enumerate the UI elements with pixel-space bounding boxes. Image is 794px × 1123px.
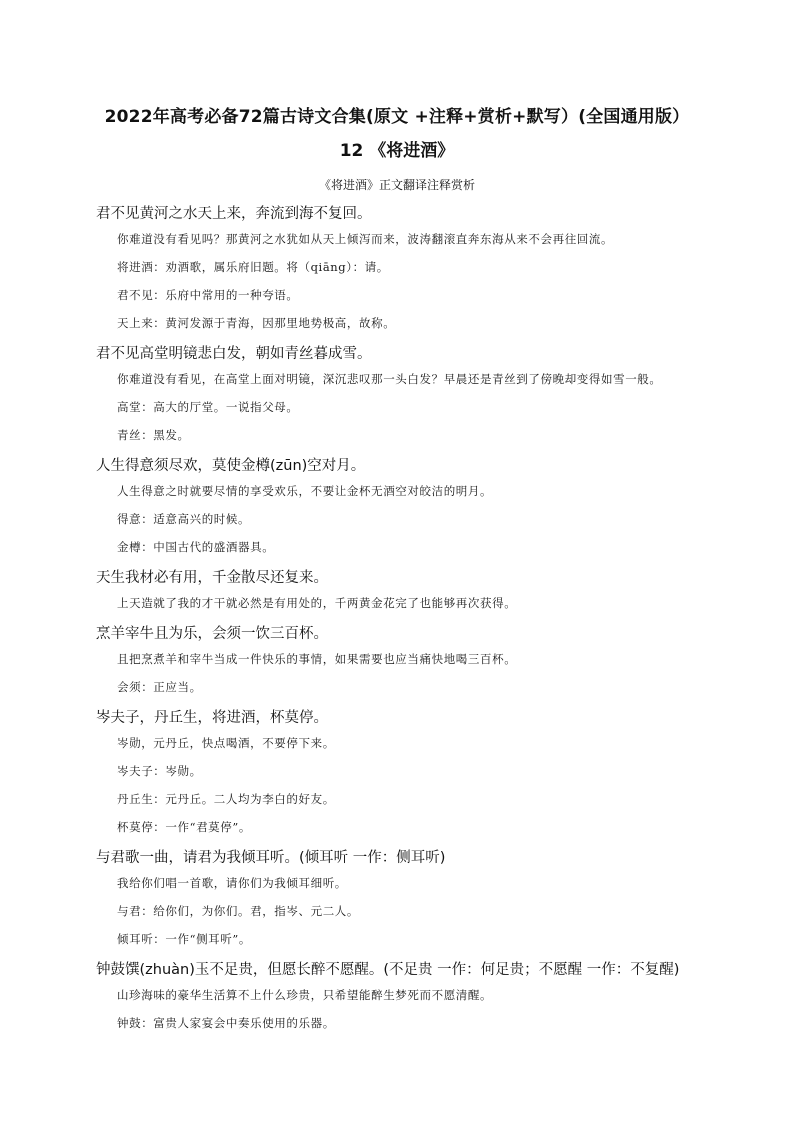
note-line: 岑夫子：岑勋。 bbox=[117, 764, 202, 778]
verse-line: 天生我材必有用，千金散尽还复来。 bbox=[96, 570, 328, 586]
note-line: 君不见：乐府中常用的一种夸语。 bbox=[117, 288, 299, 302]
note-line: 得意：适意高兴的时候。 bbox=[117, 512, 251, 526]
note-line: 将进酒：劝酒歌，属乐府旧题。将（qiāng）：请。 bbox=[117, 260, 389, 274]
note-line: 且把烹煮羊和宰牛当成一件快乐的事情，如果需要也应当痛快地喝三百杯。 bbox=[117, 652, 517, 666]
verse-block bbox=[96, 707, 776, 841]
note-line: 你难道没有看见，在高堂上面对明镜，深沉悲叹那一头白发？早晨还是青丝到了傍晚却变得如雪一般。 bbox=[117, 372, 662, 386]
poem-title: 12 《将进酒》 bbox=[339, 141, 455, 161]
verse-line: 君不见黄河之水天上来，奔流到海不复回。 bbox=[96, 206, 372, 222]
note-line: 人生得意之时就要尽情的享受欢乐，不要让金杯无酒空对皎洁的明月。 bbox=[117, 484, 493, 498]
note-line: 杯莫停：一作“君莫停”。 bbox=[117, 820, 251, 834]
verse-line: 岑夫子，丹丘生，将进酒，杯莫停。 bbox=[96, 710, 328, 726]
verse-block bbox=[96, 203, 776, 337]
verse-block bbox=[96, 455, 776, 561]
note-line: 倾耳听：一作“侧耳听”。 bbox=[117, 932, 251, 946]
note-line: 金樽：中国古代的盛酒器具。 bbox=[117, 540, 275, 554]
verse-line: 君不见高堂明镜悲白发，朝如青丝暮成雪。 bbox=[96, 346, 372, 362]
note-line: 我给你们唱一首歌，请你们为我倾耳细听。 bbox=[117, 876, 347, 890]
note-line: 与君：给你们，为你们。君，指岑、元二人。 bbox=[117, 904, 359, 918]
note-line: 丹丘生：元丹丘。二人均为李白的好友。 bbox=[117, 792, 335, 806]
document-title: 2022年高考必备72篇古诗文合集(原文 +注释+赏析+默写）(全国通用版） bbox=[104, 107, 690, 127]
note-line: 会须：正应当。 bbox=[117, 680, 202, 694]
document-body bbox=[96, 203, 776, 1037]
note-line: 上天造就了我的才干就必然是有用处的，千两黄金花完了也能够再次获得。 bbox=[117, 596, 517, 610]
verse-block bbox=[96, 959, 776, 1037]
note-line: 青丝：黑发。 bbox=[117, 428, 190, 442]
verse-block bbox=[96, 567, 776, 617]
verse-line: 烹羊宰牛且为乐，会须一饮三百杯。 bbox=[96, 626, 328, 642]
note-line: 天上来：黄河发源于青海，因那里地势极高，故称。 bbox=[117, 316, 396, 330]
verse-line: 人生得意须尽欢，莫使金樽(zūn)空对月。 bbox=[96, 458, 366, 474]
verse-block bbox=[96, 847, 776, 953]
note-line: 高堂：高大的厅堂。一说指父母。 bbox=[117, 400, 299, 414]
verse-line: 与君歌一曲，请君为我倾耳听。(倾耳听 一作：侧耳听) bbox=[96, 850, 446, 866]
verse-block bbox=[96, 343, 776, 449]
note-line: 山珍海味的豪华生活算不上什么珍贵，只希望能醉生梦死而不愿清醒。 bbox=[117, 988, 493, 1002]
verse-line: 钟鼓馔(zhuàn)玉不足贵，但愿长醉不愿醒。(不足贵 一作：何足贵；不愿醒 一作：不复醒) bbox=[96, 962, 680, 978]
verse-block bbox=[96, 623, 776, 701]
note-line: 岑勋，元丹丘，快点喝酒，不要停下来。 bbox=[117, 736, 335, 750]
note-line: 你难道没有看见吗？那黄河之水犹如从天上倾泻而来，波涛翻滚直奔东海从来不会再往回流。 bbox=[117, 232, 614, 246]
note-line: 钟鼓：富贵人家宴会中奏乐使用的乐器。 bbox=[117, 1016, 335, 1030]
section-title: 《将进酒》正文翻译注释赏析 bbox=[318, 178, 475, 192]
